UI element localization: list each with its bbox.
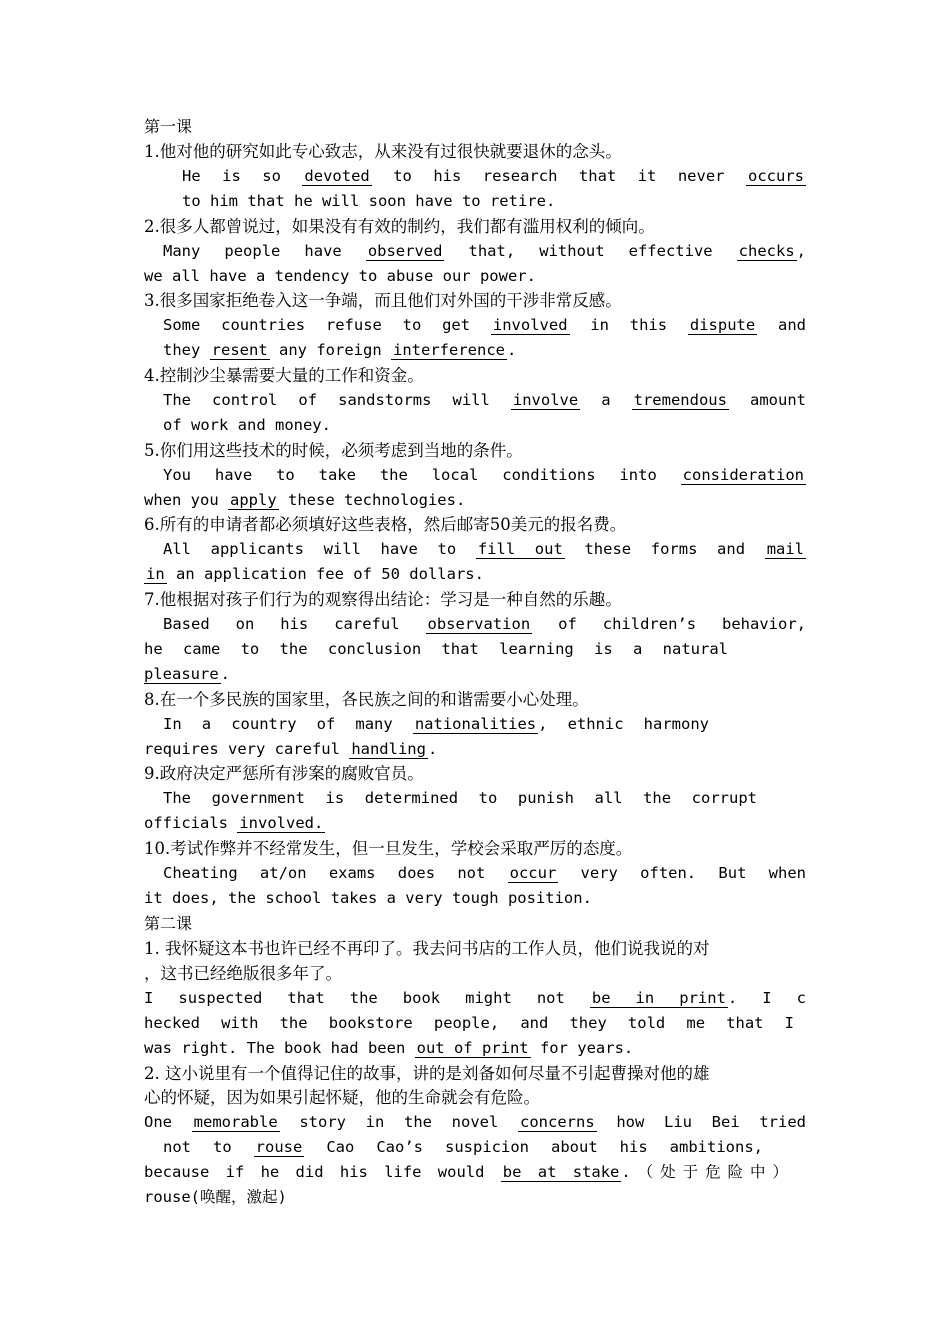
l1-item3-en-line2: they resent any foreign interference .	[163, 341, 517, 359]
vocab-handling: handling	[351, 740, 426, 758]
l2-item1-en-line1: I suspected that the book might not be in print . I c	[144, 989, 806, 1007]
vocab-dispute: dispute	[689, 316, 756, 334]
l1-item1-en-line1: He is so devoted to his research that it never occurs	[182, 167, 804, 185]
vocab-out-of-print: out of print	[416, 1039, 529, 1057]
vocab-observed: observed	[367, 242, 443, 260]
vocab-checks: checks	[738, 242, 795, 260]
l2-item2-en-line2: not to rouse Cao Cao’s suspicion about his ambitions,	[163, 1138, 763, 1156]
l1-item3-zh: 3.很多国家拒绝卷入这一争端，而且他们对外国的干涉非常反感。	[144, 291, 622, 310]
lesson-2-title: 第二课	[144, 914, 193, 933]
l1-item10-en-line2: it does, the school takes a very tough position.	[144, 889, 592, 907]
vocab-occur: occur	[509, 864, 557, 882]
vocab-involved-2: involved.	[239, 814, 324, 832]
vocab-devoted: devoted	[304, 167, 370, 185]
l2-item2-en-line3: because if he did his life would be at stake .（处于危险中）	[144, 1163, 788, 1181]
l1-item6-en-line2: in an application fee of 50 dollars.	[146, 565, 484, 583]
l1-item8-en-line2: requires very careful handling .	[144, 740, 438, 758]
l1-item2-en-line2: we all have a tendency to abuse our power.	[144, 267, 536, 285]
l1-item10-en-line1: Cheating at/on exams does not occur very often. But when	[163, 864, 806, 882]
vocab-occurs: occurs	[747, 167, 804, 185]
l1-item9-en-line2: officials involved.	[144, 814, 324, 832]
l2-item2-en-line1: One memorable story in the novel concerns how Liu Bei tried	[144, 1113, 807, 1131]
vocab-in: in	[146, 565, 165, 583]
vocab-pleasure: pleasure	[144, 665, 219, 683]
vocab-mail: mail	[766, 540, 805, 558]
vocab-interference: interference	[393, 341, 505, 359]
l1-item5-en-line1: You have to take the local conditions into consideration	[163, 466, 804, 484]
l1-item1-en-line2: to him that he will soon have to retire.	[182, 192, 556, 210]
l1-item4-en-line2: of work and money.	[163, 416, 331, 434]
l2-item2-zh-line2: 心的怀疑，因为如果引起怀疑，他的生命就会有危险。	[144, 1088, 540, 1107]
l1-item7-zh: 7.他根据对孩子们行为的观察得出结论：学习是一种自然的乐趣。	[144, 590, 622, 609]
l1-item4-en-line1: The control of sandstorms will involve a tremendous amount	[163, 391, 807, 409]
l1-item6-en-line1: All applicants will have to fill out these forms and mail	[163, 540, 805, 558]
lesson-1-title: 第一课	[144, 117, 193, 136]
l1-item1-zh: 1.他对他的研究如此专心致志，从来没有过很快就要退休的念头。	[144, 142, 622, 161]
l1-item5-en-line2: when you apply these technologies.	[144, 491, 466, 509]
l1-item9-en-line1: The government is determined to punish all the corrupt	[163, 789, 757, 807]
l2-item1-zh-line1: 1. 我怀疑这本书也许已经不再印了。我去问书店的工作人员，他们说我说的对	[144, 939, 710, 958]
l2-item1-en-line3: was right. The book had been out of print for years.	[144, 1039, 634, 1057]
vocab-observation: observation	[427, 615, 531, 633]
l1-item7-en-line2: he came to the conclusion that learning is a natural	[144, 640, 728, 658]
l1-item3-en-line1: Some countries refuse to get involved in this dispute and	[163, 316, 806, 334]
vocab-concerns: concerns	[520, 1113, 595, 1131]
vocab-be-in-print: be in print	[591, 989, 726, 1007]
vocab-involved: involved	[492, 316, 568, 334]
l1-item7-en-line3: pleasure .	[144, 665, 230, 683]
vocab-fill-out: fill out	[477, 540, 563, 558]
vocab-resent: resent	[211, 341, 268, 359]
vocab-memorable: memorable	[193, 1113, 278, 1131]
l2-item2-zh-line1: 2. 这小说里有一个值得记住的故事，讲的是刘备如何尽量不引起曹操对他的雄	[144, 1064, 710, 1083]
l1-item9-zh: 9.政府决定严惩所有涉案的腐败官员。	[144, 764, 424, 783]
l1-item8-en-line1: In a country of many nationalities , ethnic harmony	[163, 715, 710, 733]
vocab-apply: apply	[230, 491, 277, 509]
l1-item4-zh: 4.控制沙尘暴需要大量的工作和资金。	[144, 366, 424, 385]
l2-item2-note: rouse(唤醒，激起)	[144, 1188, 287, 1206]
vocab-involve: involve	[512, 391, 579, 409]
l1-item8-zh: 8.在一个多民族的国家里，各民族之间的和谐需要小心处理。	[144, 690, 589, 709]
l2-item1-en-line2: hecked with the bookstore people, and they told me that I	[144, 1014, 794, 1032]
l1-item6-zh: 6.所有的申请者都必须填好这些表格，然后邮寄50美元的报名费。	[144, 515, 627, 534]
l1-item2-en-line1: Many people have observed that, without effective checks ,	[163, 242, 807, 260]
l2-item1-zh-line2: ，这书已经绝版很多年了。	[144, 964, 342, 983]
l1-item2-zh: 2.很多人都曾说过，如果没有有效的制约，我们都有滥用权利的倾向。	[144, 217, 655, 236]
l1-item10-zh: 10.考试作弊并不经常发生，但一旦发生，学校会采取严厉的态度。	[144, 839, 633, 858]
vocab-nationalities: nationalities	[414, 715, 537, 733]
l1-item5-zh: 5.你们用这些技术的时候，必须考虑到当地的条件。	[144, 441, 523, 460]
vocab-rouse: rouse	[255, 1138, 303, 1156]
l1-item7-en-line1: Based on his careful observation of children’s behavior,	[163, 615, 807, 633]
vocab-tremendous: tremendous	[633, 391, 727, 409]
vocab-consideration: consideration	[682, 466, 804, 484]
vocab-be-at-stake: be at stake	[502, 1163, 620, 1181]
